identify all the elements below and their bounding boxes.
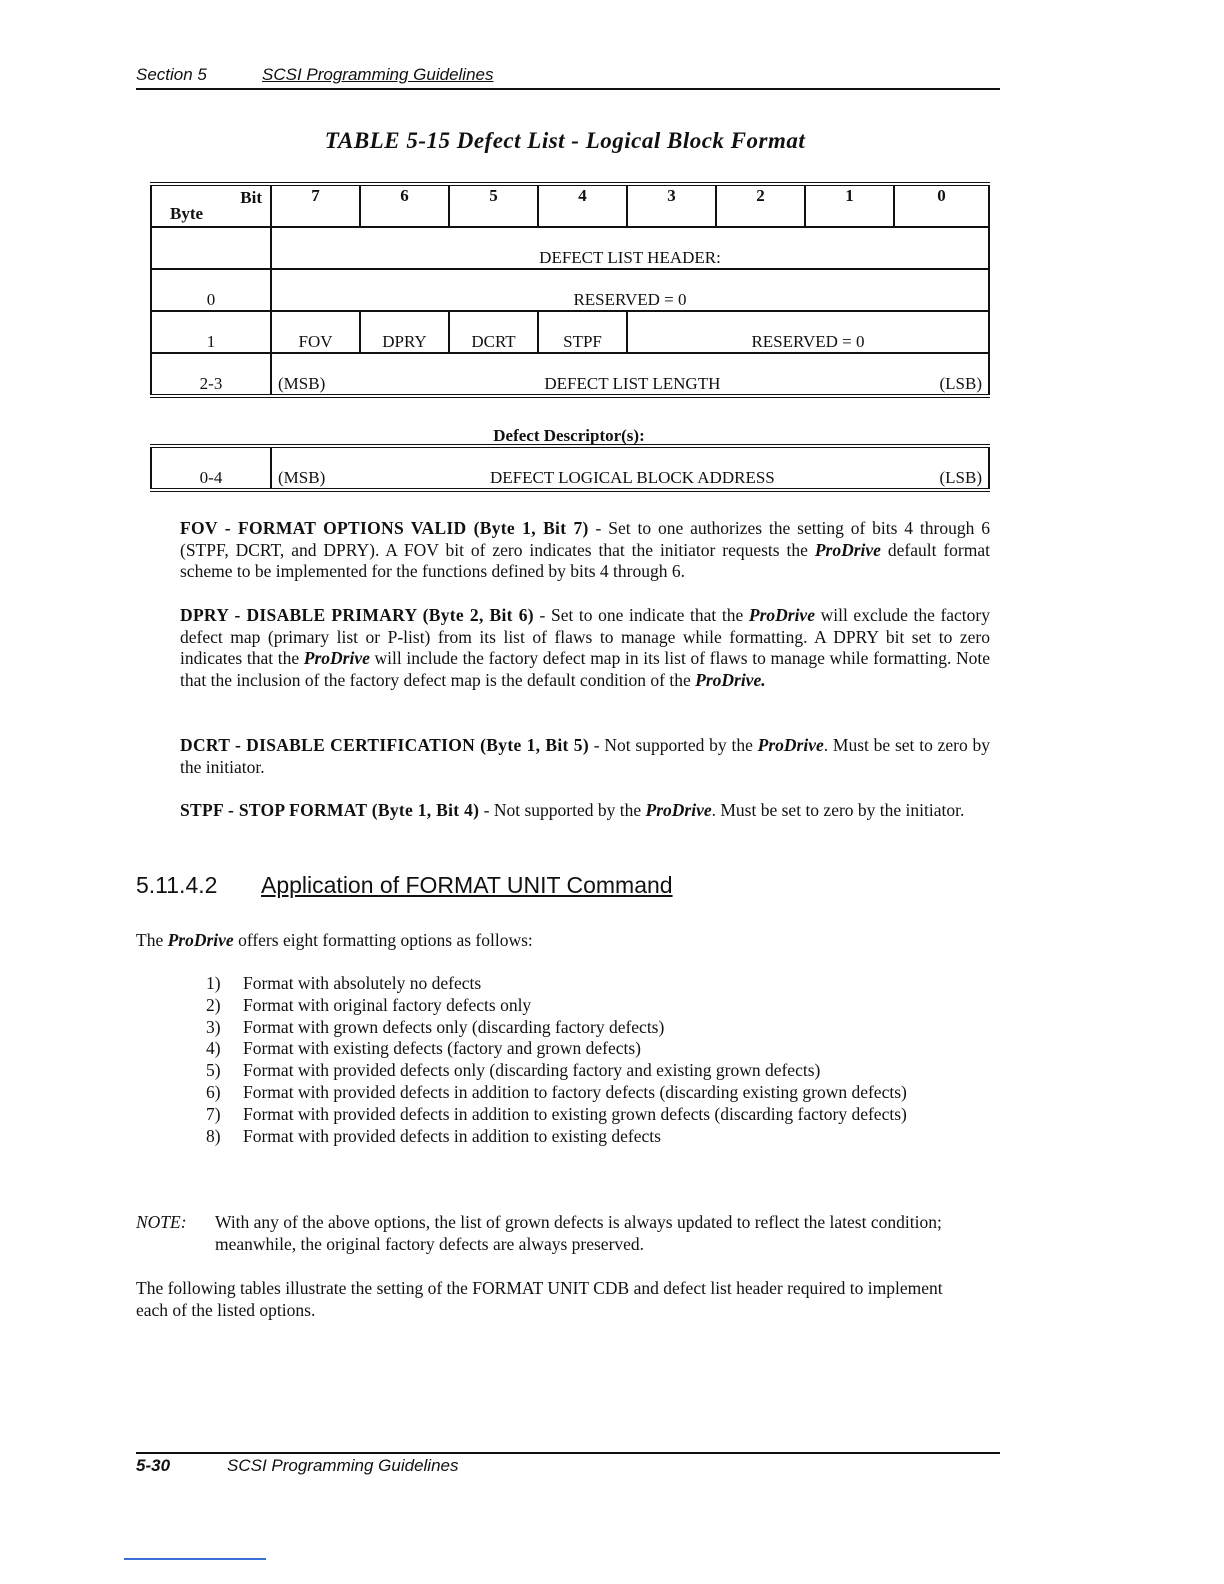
text-run: will include the factory defect map in its list of flaws to manage while formatting. Note that the inclusion of the factory defect map is the default condition of the bbox=[180, 648, 991, 690]
bit-label: Bit bbox=[240, 188, 262, 207]
text-run: The bbox=[136, 930, 168, 950]
defect-list-table bbox=[150, 182, 990, 398]
item-number: 5) bbox=[206, 1060, 221, 1081]
msb-label: (MSB) bbox=[278, 468, 326, 487]
page-number: 5-30 bbox=[136, 1456, 171, 1475]
note-label: NOTE: bbox=[136, 1212, 187, 1232]
dcrt-cell: DCRT bbox=[449, 311, 538, 353]
text-run: . Must be set to zero by the initiator. bbox=[711, 800, 965, 820]
item-number: 6) bbox=[206, 1081, 221, 1102]
lsb-label: (LSB) bbox=[939, 468, 982, 487]
bit-0: 0 bbox=[894, 184, 989, 227]
running-header bbox=[136, 64, 1000, 90]
item-number: 4) bbox=[206, 1038, 221, 1059]
table-row bbox=[151, 311, 989, 353]
note-text: With any of the above options, the list of grown defects is always updated to reflect the latest condition; meanwhile, the original factory defects are always preserved. bbox=[215, 1212, 942, 1254]
lsb-label: (LSB) bbox=[939, 374, 982, 393]
list-item bbox=[206, 1038, 926, 1060]
section-title: Application of FORMAT UNIT Command bbox=[261, 872, 673, 898]
item-number: 3) bbox=[206, 1016, 221, 1037]
stpf-description bbox=[180, 800, 990, 822]
byte-cell: 0 bbox=[151, 269, 271, 311]
bit-header-row bbox=[151, 184, 989, 227]
bit-1: 1 bbox=[805, 184, 894, 227]
list-item bbox=[206, 1017, 926, 1039]
byte-cell: 2-3 bbox=[151, 353, 271, 396]
scan-artifact-line bbox=[124, 1558, 266, 1560]
bit-byte-corner bbox=[151, 184, 271, 227]
item-number: 1) bbox=[206, 973, 221, 993]
text-run: . Must be set to zero by the initiator. bbox=[180, 735, 990, 777]
table-row bbox=[151, 269, 989, 311]
item-text: Format with grown defects only (discarding factory defects) bbox=[243, 1016, 665, 1037]
list-item bbox=[206, 1060, 926, 1082]
table-row bbox=[151, 353, 989, 396]
byte-cell-empty bbox=[151, 227, 271, 269]
bit-4: 4 bbox=[538, 184, 627, 227]
byte-cell: 0-4 bbox=[151, 446, 271, 490]
defect-descriptor-label: Defect Descriptor(s): bbox=[493, 426, 645, 445]
text-run: will exclude the factory defect map (primary list or P-list) from its list of flaws to manage while formatting. A DPRY bit set to zero indicates that the bbox=[180, 605, 990, 668]
dpry-description bbox=[180, 605, 990, 691]
product-name: ProDrive bbox=[303, 648, 370, 668]
text-run: offers eight formatting options as follows: bbox=[233, 930, 533, 950]
field-name: DEFECT LIST LENGTH bbox=[544, 374, 721, 393]
table-row bbox=[151, 446, 989, 490]
item-text: Format with provided defects only (discarding factory and existing grown defects) bbox=[243, 1060, 821, 1081]
product-name: ProDrive bbox=[814, 539, 881, 560]
fov-description bbox=[180, 518, 990, 583]
bit-3: 3 bbox=[627, 184, 716, 227]
reserved-cell: RESERVED = 0 bbox=[627, 311, 989, 353]
footer-title: SCSI Programming Guidelines bbox=[227, 1456, 459, 1475]
item-number: 2) bbox=[206, 994, 221, 1015]
header-title: SCSI Programming Guidelines bbox=[262, 65, 494, 84]
defect-lba-cell bbox=[271, 446, 989, 490]
running-footer bbox=[136, 1452, 1000, 1480]
item-text: Format with provided defects in addition to existing defects bbox=[243, 1125, 661, 1146]
fov-heading: FOV - FORMAT OPTIONS VALID (Byte 1, Bit 7) bbox=[180, 518, 589, 538]
list-item bbox=[206, 1082, 926, 1104]
section-number: 5.11.4.2 bbox=[136, 872, 218, 898]
format-options-list bbox=[206, 973, 926, 1147]
text-run: - Set to one indicate that the bbox=[533, 605, 749, 625]
dpry-heading: DPRY - DISABLE PRIMARY (Byte 2, Bit 6) bbox=[180, 605, 534, 625]
item-text: Format with original factory defects only bbox=[243, 994, 532, 1015]
item-text: Format with absolutely no defects bbox=[243, 973, 482, 993]
text-run: - Not supported by the bbox=[479, 800, 646, 820]
byte-label: Byte bbox=[170, 204, 204, 223]
item-number: 7) bbox=[206, 1103, 221, 1124]
dpry-cell: DPRY bbox=[360, 311, 449, 353]
bit-2: 2 bbox=[716, 184, 805, 227]
product-name: ProDrive bbox=[757, 735, 824, 755]
dcrt-description bbox=[180, 735, 990, 778]
table-title: TABLE 5-15 Defect List - Logical Block Format bbox=[324, 128, 806, 153]
list-item bbox=[206, 1104, 926, 1126]
product-name: ProDrive bbox=[645, 800, 712, 820]
text-run: - Set to one authorizes the setting of bits 4 through 6 (STPF, DCRT, and DPRY). A FOV bit of zero indicates that the initiator requests the bbox=[180, 518, 990, 560]
bit-7: 7 bbox=[271, 184, 360, 227]
list-item bbox=[206, 995, 926, 1017]
stpf-heading: STPF - STOP FORMAT (Byte 1, Bit 4) bbox=[180, 800, 480, 820]
intro-paragraph bbox=[136, 930, 533, 951]
header-section: Section 5 bbox=[136, 65, 207, 84]
msb-label: (MSB) bbox=[278, 374, 326, 393]
defect-list-header-cell: DEFECT LIST HEADER: bbox=[271, 227, 989, 269]
bit-6: 6 bbox=[360, 184, 449, 227]
dcrt-heading: DCRT - DISABLE CERTIFICATION (Byte 1, Bit 5) bbox=[180, 735, 589, 755]
product-name: ProDrive bbox=[167, 930, 234, 950]
field-name: DEFECT LOGICAL BLOCK ADDRESS bbox=[489, 468, 775, 487]
closing-paragraph: The following tables illustrate the setting of the FORMAT UNIT CDB and defect list header required to implement each of the listed options. bbox=[136, 1278, 943, 1320]
item-number: 8) bbox=[206, 1125, 221, 1146]
table-row bbox=[151, 227, 989, 269]
stpf-cell: STPF bbox=[538, 311, 627, 353]
item-text: Format with provided defects in addition to factory defects (discarding existing grown defects) bbox=[243, 1081, 907, 1102]
list-item bbox=[206, 1126, 926, 1148]
byte-cell: 1 bbox=[151, 311, 271, 353]
defect-descriptor-table bbox=[150, 444, 990, 492]
item-text: Format with existing defects (factory and grown defects) bbox=[243, 1038, 641, 1059]
fov-cell: FOV bbox=[271, 311, 360, 353]
reserved-cell: RESERVED = 0 bbox=[271, 269, 989, 311]
text-run: default format scheme to be implemented for the functions defined by bits 4 through 6. bbox=[180, 539, 991, 581]
product-name: ProDrive. bbox=[695, 669, 766, 690]
item-text: Format with provided defects in addition to existing grown defects (discarding factory defects) bbox=[243, 1103, 907, 1124]
list-item bbox=[206, 973, 926, 995]
defect-list-length-cell bbox=[271, 353, 989, 396]
bit-5: 5 bbox=[449, 184, 538, 227]
text-run: - Not supported by the bbox=[588, 735, 758, 755]
product-name: ProDrive bbox=[748, 605, 815, 625]
